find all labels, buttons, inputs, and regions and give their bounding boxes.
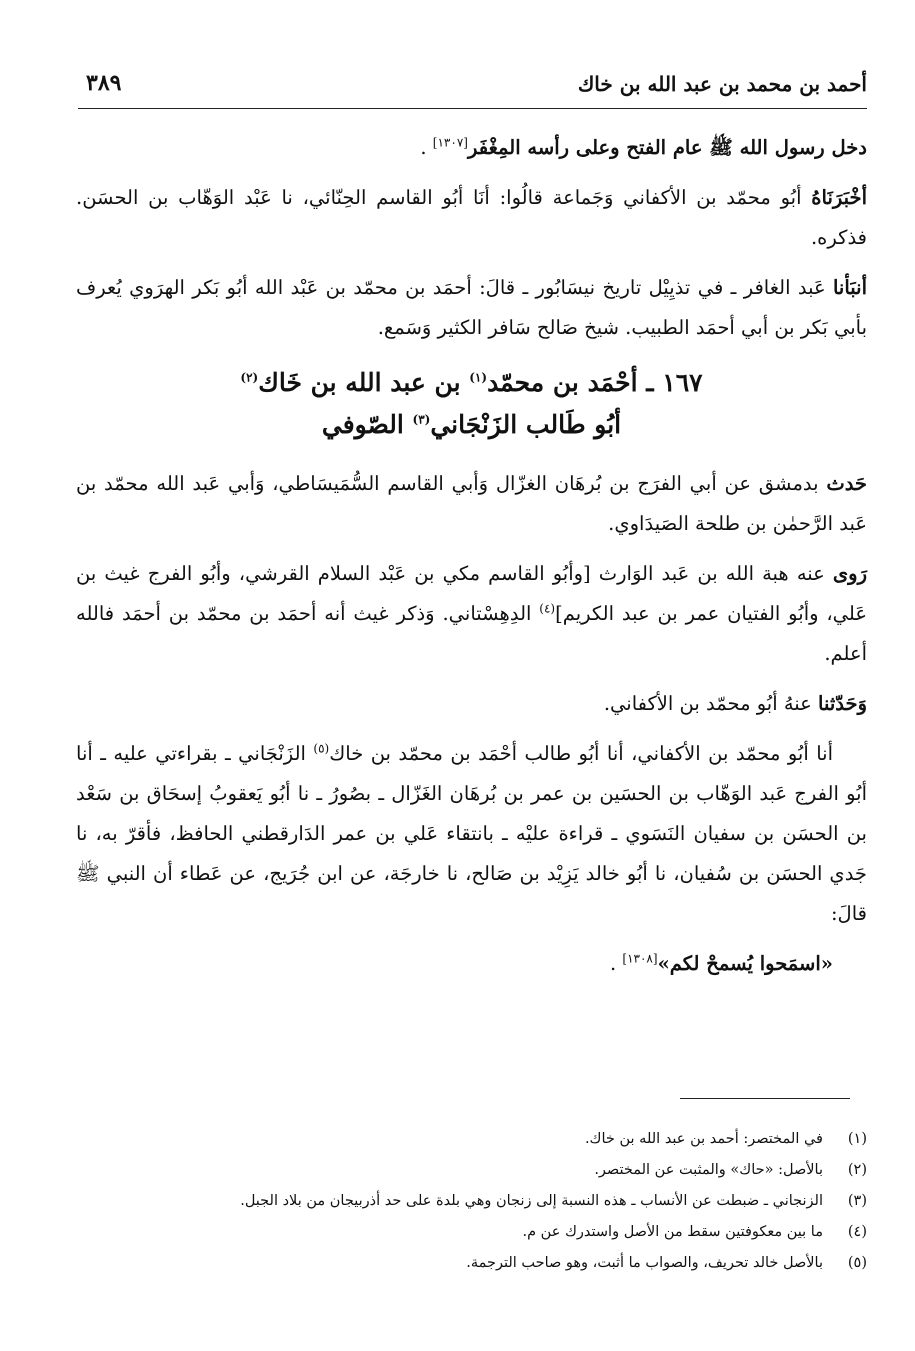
paragraph-body: عنه هبة الله بن عَبد الوَارث [وأبُو القاسم مكي بن عَبْد السلام القرشي، وأبُو الفرج غيث بن عَلي، وأبُو الفتيان عمر بن عبد الكريم] <box>76 562 868 625</box>
footnote-text: في المختصر: أحمد بن عبد الله بن خاك. <box>584 1131 823 1147</box>
hadith-reference: [١٣٠٧] <box>432 135 468 150</box>
paragraph-body: أبُو محمّد بن الأكفاني وَجَماعة قالُوا: أنَا أبُو القاسم الحِنّائي، نا عَبْد الوَهّاب بن الحسَن. فذكره. <box>76 186 867 249</box>
footnote <box>76 1217 867 1248</box>
paragraph-body: بدمشق عن أبي الفرَج بن بُرهَان الغزّال وَأبي القاسم السُّمَيسَاطي، وَأبي عَبد الله محمّد بن عَبد الرَّحمٰن بن طلحة الصَيدَاوي. <box>76 472 867 535</box>
footnote-marker: (٥) <box>313 741 330 756</box>
footnote-number: (٥) <box>847 1255 867 1271</box>
paragraph-body: الدِهِسْتاني. وَذكر غيث أنه أحمَد بن محمّد بن أحمَد فالله أعلم. <box>76 602 867 665</box>
paragraph-body: عَبد الغافر ـ في تذيِيْل تاريخ نيسَابُور ـ قالَ: أحمَد بن محمّد بن عَبْد الله أبُو بَكر الهرَوي يُعرف بأبي بَكر بن أبي أحمَد الطبيب. شيخ صَالح سَافر الكثير وَسَمع. <box>76 276 867 339</box>
footnote <box>76 1155 867 1186</box>
paragraph-lead-word: أخْبَرَنَاهُ <box>811 186 867 209</box>
paragraph-lead-word: وَحَدّثنا <box>818 692 867 715</box>
footnote-marker: (١) <box>469 370 488 385</box>
paragraph-body: أنا أبُو محمّد بن الأكفاني، أنا أبُو طالب أحْمَد بن محمّد بن خاك <box>329 742 834 765</box>
paragraph-akhbarana <box>76 178 867 258</box>
hadith-tail: . <box>610 952 623 975</box>
footnote-marker: (٣) <box>412 412 431 427</box>
hadith-quote <box>76 944 867 984</box>
running-title: أحمد بن محمد بن عبد الله بن خاك <box>577 72 867 96</box>
hadith-quote-text: «اسمَحوا يُسمحْ لكم» <box>657 952 833 975</box>
footnote-text: بالأصل خالد تحريف، والصواب ما أثبت، وهو صاحب الترجمة. <box>466 1255 823 1271</box>
paragraph-haddathana <box>76 684 867 724</box>
entry-heading-line-1 <box>76 362 867 404</box>
paragraph-lead-word: رَوى <box>832 562 868 585</box>
footnote-number: (١) <box>847 1131 867 1147</box>
entry-name-part: أبُو طَالب الزَنْجَاني <box>430 410 622 439</box>
paragraph-haddatha <box>76 464 867 544</box>
footnote <box>76 1124 867 1155</box>
entry-heading <box>76 362 867 446</box>
hadith-reference: [١٣٠٨] <box>622 951 658 966</box>
paragraph-lead-word: حَدث <box>826 472 867 495</box>
footnote-text: بالأصل: «حاك» والمثبت عن المختصر. <box>594 1162 823 1178</box>
footnote <box>76 1186 867 1217</box>
entry-name-part: بن عبد الله بن خَاك <box>258 368 470 397</box>
footnote-number: (٤) <box>847 1224 867 1240</box>
footnote-marker: (٤) <box>539 601 556 616</box>
footnote-text: الزنجاني ـ ضبطت عن الأنساب ـ هذه النسبة إلى زنجان وهي بلدة على حد أذربيجان من بلاد الجبل. <box>240 1193 823 1209</box>
paragraph-anbaana <box>76 268 867 348</box>
paragraph-rawa <box>76 554 867 674</box>
main-text <box>76 128 867 994</box>
entry-heading-line-2 <box>76 404 867 446</box>
paragraph-lead-word: أنبَأنا <box>832 276 867 299</box>
paragraph-body: الزَنْجَاني ـ بقراءتي عليه ـ أنا أبُو الفرج عَبد الوَهّاب بن الحسَين بن عمر بن بُرهَان الغَزّال ـ بصُورُ ـ نا أبُو يَعقوبُ إسحَاق بن سَعْد بن الحسَن بن سفيان النَسَوي ـ قراءة عليْه ـ بانتقاء عَلي بن عمر الدَارقطني الحافظ، فأقرّ به، نا جَدي الحسَن بن سُفيان، نا أبُو خالد يَزِيْد بن صَالح، نا خارجَة، عن ابن جُرَيج، عن عَطاء أن النبي ﷺ قالَ: <box>76 742 867 925</box>
footnote-number: (٢) <box>847 1162 867 1178</box>
page-header <box>78 68 867 109</box>
paragraph-isnad <box>76 734 867 934</box>
paragraph-body: عنهُ أبُو محمّد بن الأكفاني. <box>603 692 819 715</box>
entry-name-part: ١٦٧ ـ أحْمَد بن محمّد <box>487 368 703 397</box>
footnote <box>76 1248 867 1279</box>
hadith-matn: دخل رسول الله ﷺ عام الفتح وعلى رأسه المِغْفَر <box>467 136 867 159</box>
hadith-text <box>76 128 867 168</box>
footnote-marker: (٢) <box>240 370 259 385</box>
footnote-separator <box>680 1098 850 1099</box>
entry-name-part: الصّوفي <box>321 410 413 439</box>
footnotes <box>76 1124 867 1279</box>
page-number: ٣٨٩ <box>86 70 122 96</box>
footnote-number: (٣) <box>847 1193 867 1209</box>
hadith-tail: . <box>420 136 433 159</box>
footnote-text: ما بين معكوفتين سقط من الأصل واستدرك عن م. <box>522 1224 823 1240</box>
